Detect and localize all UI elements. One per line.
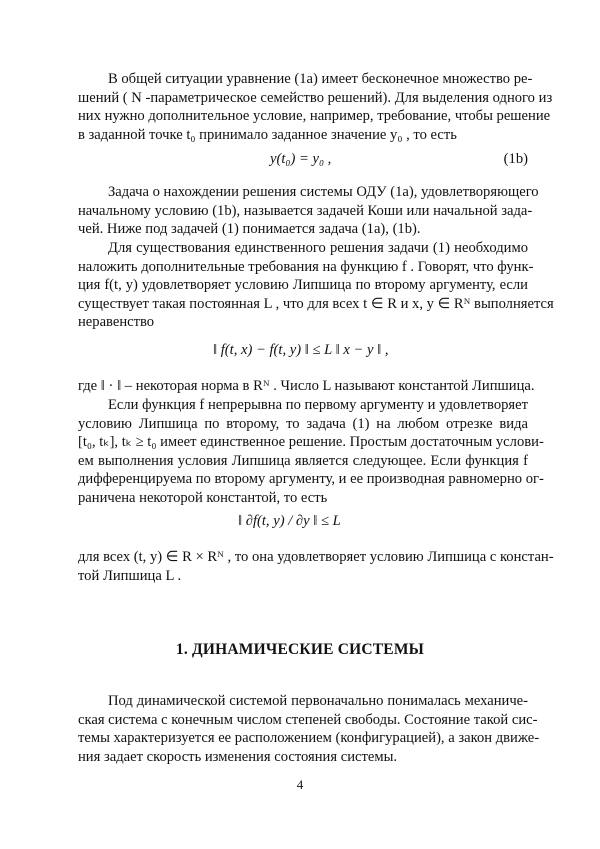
text-line: той Липшица L .	[78, 567, 182, 584]
paragraph-uniqueness	[78, 396, 544, 508]
paragraph-general-situation	[78, 70, 553, 144]
text-line: существует такая постоянная L , что для всех t ∈ R и x, y ∈ Rᴺ выполняется	[78, 295, 554, 312]
text-line: В общей ситуации уравнение (1a) имеет бесконечное множество ре-	[108, 71, 533, 87]
text-line: раничена некоторой константой, то есть	[78, 489, 328, 506]
text-line: начальному условию (1b), называется задачей Коши или начальной зада-	[78, 202, 533, 219]
text-line: Под динамической системой первоначально понималась механиче-	[108, 693, 528, 709]
text-line: ния задает скорость изменения состояния системы.	[78, 748, 398, 765]
text-line: ская система с конечным числом степеней свободы. Состояние такой сис-	[78, 711, 538, 728]
text-line: ция f(t, y) удовлетворяет условию Липшица по второму аргументу, если	[78, 277, 528, 294]
text-line: ем выполнения условия Липшица является следующее. Если функция f	[78, 452, 528, 469]
text-line: [t₀, tₖ], tₖ ≥ t₀ имеет единственное решение. Простым достаточным услови-	[78, 434, 544, 451]
formula-initial-condition: y(t₀) = y₀ ,	[270, 151, 332, 167]
text-line: неравенство	[78, 314, 155, 331]
text-line: в заданной точке t₀ принимало заданное значение y₀ , то есть	[78, 126, 457, 143]
paragraph-lipschitz-condition	[78, 239, 554, 332]
formula-lipschitz-inequality: ‖ f(t, x) − f(t, y) ‖ ≤ L ‖ x − y ‖ ,	[213, 342, 389, 358]
text-line: шений ( N -параметрическое семейство решений). Для выделения одного из	[78, 89, 553, 106]
text-line: для всех (t, y) ∈ R × Rᴺ , то она удовлетворяет условию Липшица с констан-	[78, 549, 554, 565]
paragraph-dynamic-systems	[78, 692, 540, 766]
paragraph-sufficient-condition	[78, 548, 554, 585]
text-line: чей. Ниже под задачей (1) понимается задача (1a), (1b).	[78, 221, 421, 238]
text-line: условию Липшица по второму, то задача (1) на любом отрезке вида	[78, 415, 528, 432]
paragraph-cauchy-problem	[78, 183, 539, 239]
formula-derivative-bound: ‖ ∂f(t, y) / ∂y ‖ ≤ L	[238, 513, 341, 529]
text-line: где ‖ · ‖ – некоторая норма в Rᴺ . Число L называют константой Липшица.	[78, 378, 535, 394]
text-line: Если функция f непрерывна по первому аргументу и удовлетворяет	[108, 397, 528, 413]
text-line: них нужно дополнительное условие, например, требование, чтобы решение	[78, 108, 551, 125]
text-line: дифференцируема по второму аргументу, и ее производная равномерно ог-	[78, 471, 544, 488]
section-heading: 1. ДИНАМИЧЕСКИЕ СИСТЕМЫ	[175, 641, 425, 658]
paragraph-norm-definition	[78, 377, 535, 396]
text-line: наложить дополнительные требования на функцию f . Говорят, что функ-	[78, 258, 534, 275]
text-line: темы характеризуется ее расположением (конфигурацией), а закон движе-	[78, 730, 540, 747]
equation-number: (1b)	[503, 151, 528, 167]
text-line: Для существования единственного решения задачи (1) необходимо	[108, 240, 528, 256]
page-number: 4	[296, 777, 304, 792]
text-line: Задача о нахождении решения системы ОДУ (1a), удовлетворяющего	[108, 184, 539, 200]
